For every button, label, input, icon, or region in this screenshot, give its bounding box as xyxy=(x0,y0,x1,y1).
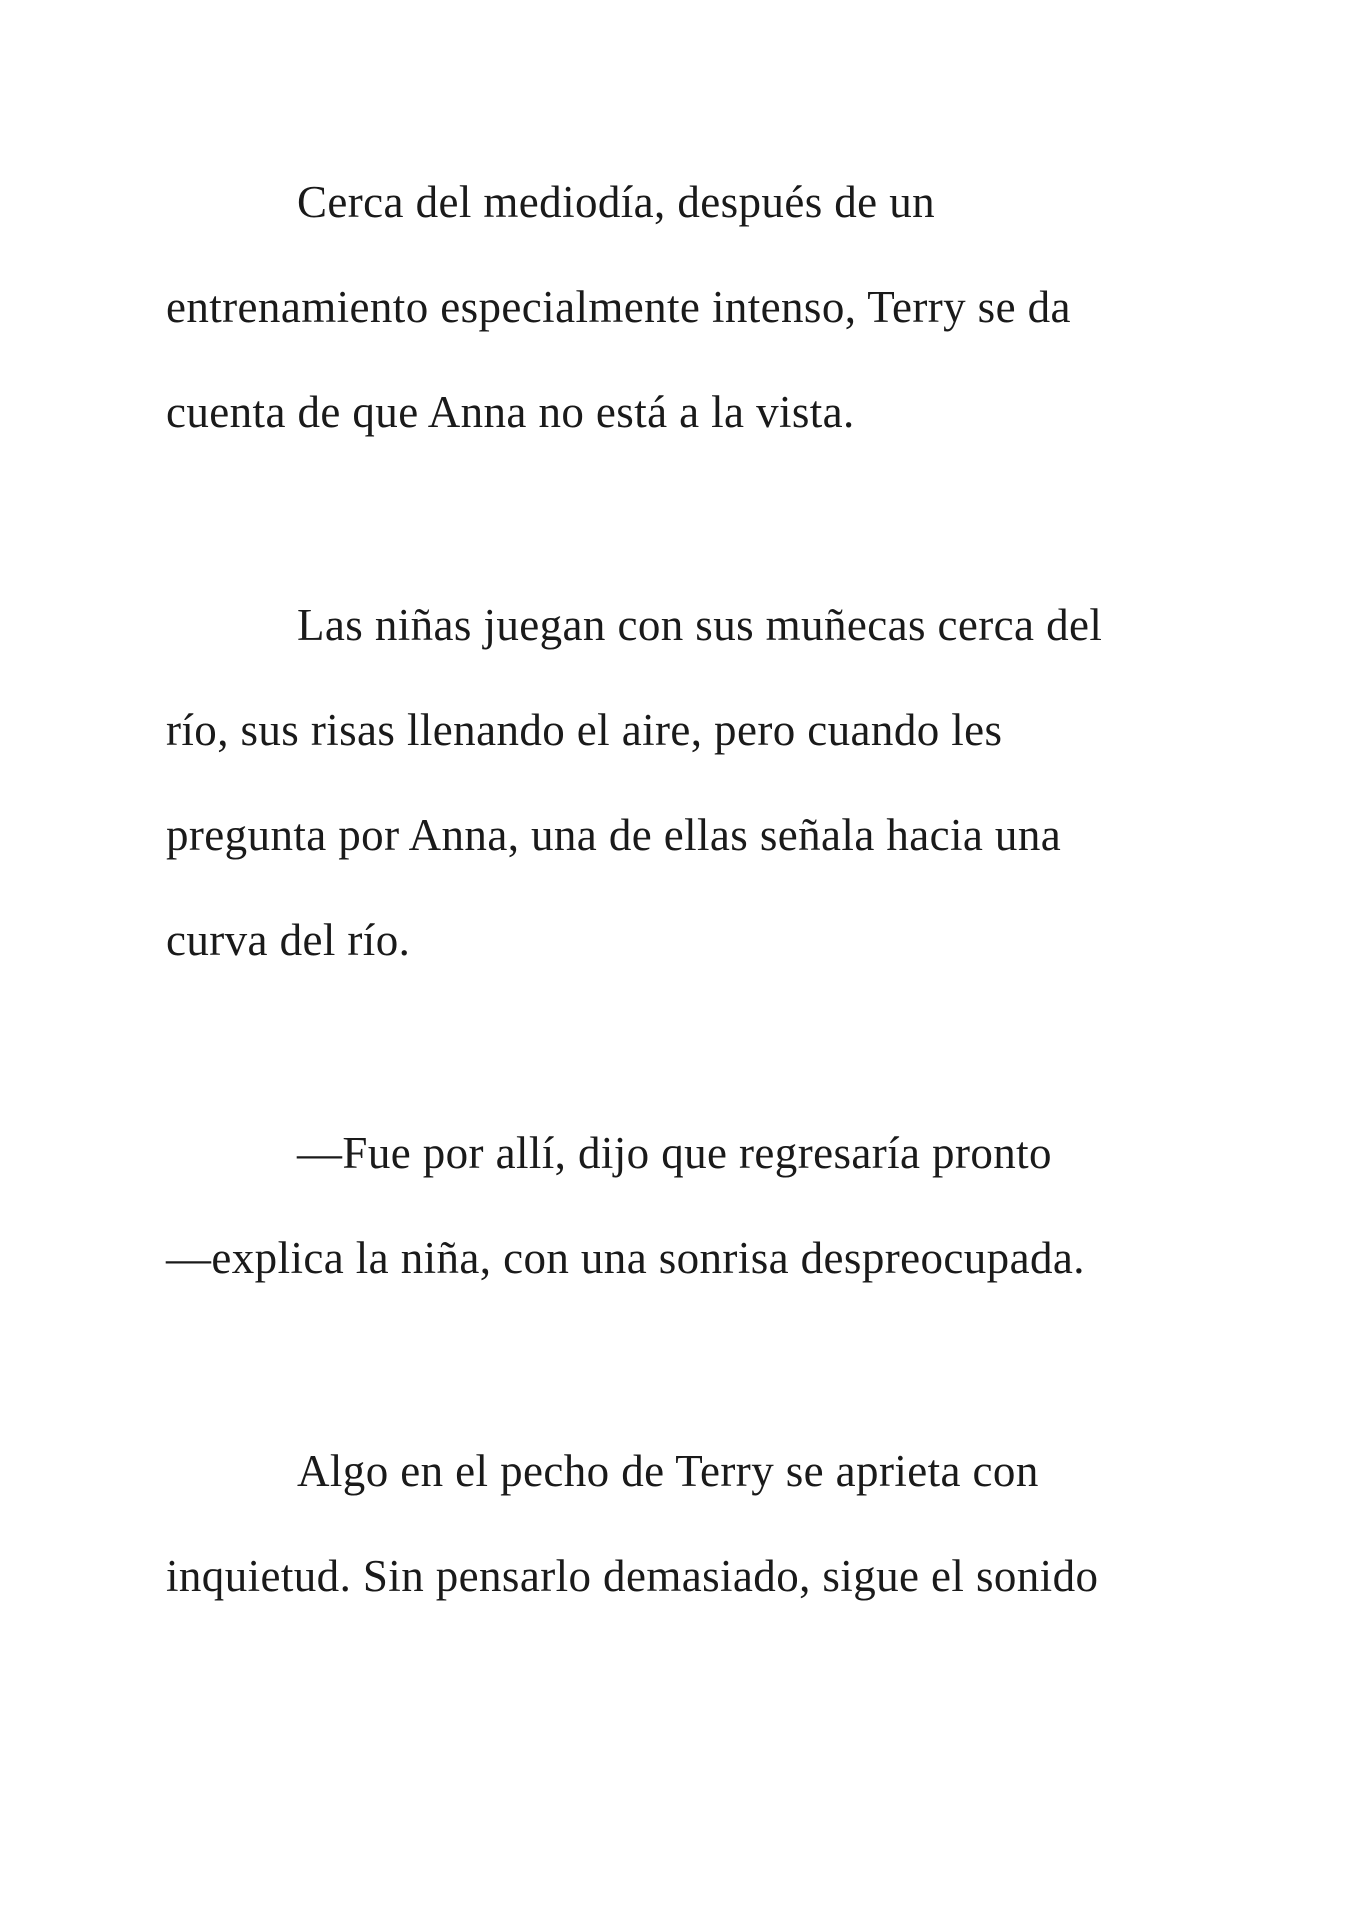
text-line: —Fue por allí, dijo que regresaría pronto xyxy=(297,1128,1052,1178)
text-line: entrenamiento especialmente intenso, Terry se da xyxy=(166,282,1071,332)
text-line: río, sus risas llenando el aire, pero cuando les xyxy=(166,705,1003,755)
paragraph-1 xyxy=(166,162,1226,477)
text-line: pregunta por Anna, una de ellas señala hacia una xyxy=(166,810,1062,860)
text-line: inquietud. Sin pensarlo demasiado, sigue el sonido xyxy=(166,1551,1099,1601)
paragraph-3 xyxy=(166,1113,1226,1323)
paragraph-2 xyxy=(166,585,1226,1005)
paragraph-4 xyxy=(166,1431,1226,1641)
text-line: curva del río. xyxy=(166,915,411,965)
text-line: —explica la niña, con una sonrisa despreocupada. xyxy=(166,1233,1085,1283)
text-line: Las niñas juegan con sus muñecas cerca del xyxy=(297,600,1103,650)
text-line: cuenta de que Anna no está a la vista. xyxy=(166,387,855,437)
paragraph-spacer xyxy=(166,1323,1226,1431)
text-line: Cerca del mediodía, después de un xyxy=(297,177,935,227)
paragraph-spacer xyxy=(166,1005,1226,1113)
body-text xyxy=(166,162,1226,1641)
paragraph-spacer xyxy=(166,477,1226,585)
text-line: Algo en el pecho de Terry se aprieta con xyxy=(297,1446,1039,1496)
